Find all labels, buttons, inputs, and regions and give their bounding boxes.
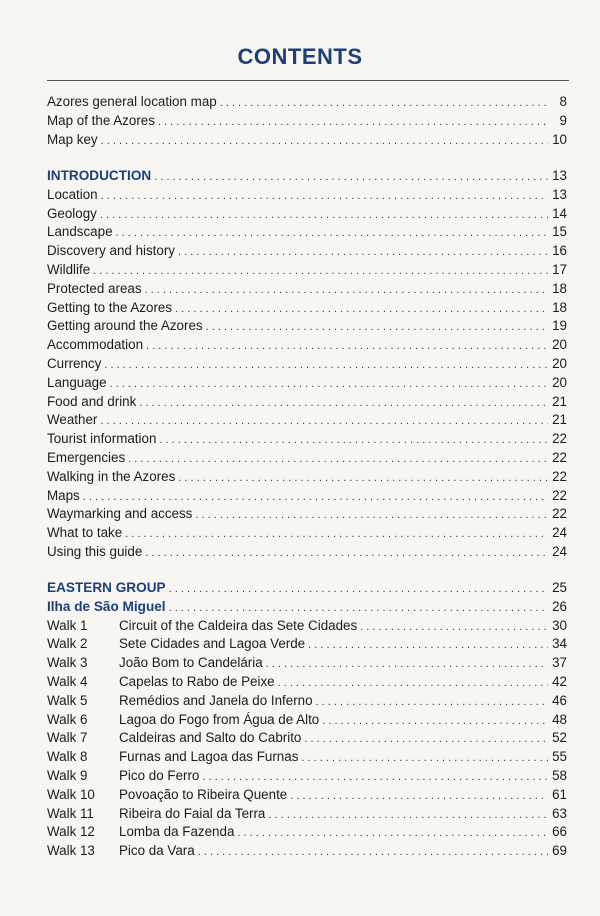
toc-page-number: 9 [559, 112, 567, 128]
walk-entry[interactable] [47, 653, 567, 672]
toc-entry[interactable] [47, 279, 567, 298]
toc-entry[interactable] [47, 222, 567, 241]
toc-page-number: 8 [559, 94, 567, 109]
walk-entry[interactable] [47, 691, 567, 710]
walk-entry[interactable] [47, 766, 567, 785]
toc-page-number: 66 [552, 824, 567, 840]
toc-entry-title [47, 672, 275, 691]
walk-entry[interactable] [47, 710, 567, 729]
toc-entry-title [47, 185, 98, 204]
toc-page-number: 61 [552, 786, 567, 802]
toc-page-number: 30 [552, 617, 567, 633]
toc-page-number: 19 [552, 318, 567, 334]
toc-entry[interactable] [47, 467, 567, 486]
toc-entry-text: Geology [47, 205, 97, 221]
toc-entry-title [47, 523, 122, 542]
toc-entry[interactable] [47, 542, 567, 561]
toc-entry[interactable] [47, 185, 567, 204]
toc-entry-text: Wildlife [47, 262, 91, 277]
dot-leader [145, 544, 548, 563]
toc-entry-title [47, 316, 203, 335]
toc-entry-title [47, 166, 151, 185]
toc-entry-title [47, 392, 136, 411]
section-heading-eastern-group[interactable] [47, 578, 567, 597]
toc-entry[interactable] [47, 335, 567, 354]
walk-entry[interactable] [47, 841, 567, 860]
subsection-heading-sao-miguel[interactable] [47, 597, 567, 616]
toc-entry-text: Using this guide [47, 544, 143, 559]
toc-entry-text: Waymarking and access [47, 506, 193, 522]
toc-entry[interactable] [47, 260, 567, 279]
toc-entry-title [47, 597, 166, 616]
section-heading-introduction[interactable] [47, 166, 567, 185]
toc-entry-title [47, 448, 125, 467]
toc-entry[interactable] [47, 448, 567, 467]
toc-page-number: 20 [552, 374, 567, 390]
walk-entry[interactable] [47, 785, 567, 804]
toc-page-number: 63 [552, 805, 567, 821]
toc-page-number: 14 [552, 205, 567, 221]
walk-number: Walk 12 [47, 824, 95, 840]
toc-entry-title [47, 691, 313, 710]
dot-leader [101, 132, 548, 151]
toc-entry[interactable] [47, 241, 567, 260]
toc-entry[interactable] [47, 316, 567, 335]
page-title: CONTENTS [237, 44, 363, 69]
walk-number: Walk 2 [47, 636, 88, 652]
toc-entry-title [47, 429, 156, 448]
walk-number: Walk 3 [47, 655, 88, 671]
walk-number: Walk 8 [47, 749, 88, 765]
toc-entry-title [47, 354, 101, 373]
toc-entry[interactable] [47, 92, 567, 111]
toc-entry[interactable] [47, 504, 567, 523]
toc-entry[interactable] [47, 204, 567, 223]
toc-page-number: 13 [552, 168, 567, 183]
toc-entry-text: Circuit of the Caldeira das Sete Cidades [119, 617, 358, 633]
toc-page-number: 20 [552, 337, 567, 353]
toc-entry-text: Ilha de São Miguel [47, 598, 166, 614]
toc-page-number: 18 [552, 299, 567, 315]
toc-entry-title [47, 111, 155, 130]
toc-page-number: 20 [552, 356, 567, 371]
toc-entry-text: Getting to the Azores [47, 299, 173, 315]
toc-entry-text: Pico da Vara [119, 843, 195, 859]
toc-page-number: 13 [552, 186, 567, 202]
walk-entry[interactable] [47, 728, 567, 747]
toc-entry-title [47, 710, 319, 729]
toc-entry-text: Weather [47, 412, 98, 428]
toc-page-number: 18 [552, 280, 567, 296]
toc-entry-title [47, 335, 143, 354]
toc-entry-title [47, 785, 287, 804]
toc-entry[interactable] [47, 298, 567, 317]
toc-entry-text: INTRODUCTION [47, 168, 152, 183]
toc-entry[interactable] [47, 354, 567, 373]
toc-entry-text: Discovery and history [47, 243, 176, 259]
toc-entry-text: Accommodation [47, 337, 144, 353]
toc-entry-text: Emergencies [47, 450, 126, 465]
toc-entry-text: Map of the Azores [47, 112, 155, 128]
toc-page-number: 52 [552, 730, 567, 746]
toc-entry-text: Location [47, 186, 98, 202]
toc-entry-title [47, 298, 172, 317]
toc-page-number: 24 [552, 525, 567, 541]
toc-entry-text: Walking in the Azores [47, 468, 176, 484]
toc-page-number: 22 [552, 468, 567, 484]
toc-entry-text: Capelas to Rabo de Peixe [119, 674, 275, 689]
walk-number: Walk 4 [47, 674, 88, 689]
walk-number: Walk 1 [47, 617, 88, 633]
dot-leader [198, 843, 548, 862]
toc-entry-title [47, 804, 265, 823]
toc-entry-text: Protected areas [47, 280, 142, 296]
toc-page-number: 55 [552, 749, 567, 765]
toc-entry-title [47, 728, 301, 747]
toc-entry-title [47, 410, 97, 429]
walk-entry[interactable] [47, 634, 567, 653]
toc-entry-text: Caldeiras and Salto do Cabrito [119, 730, 302, 746]
toc-entry-text: Getting around the Azores [47, 318, 203, 334]
toc-entry-text: Sete Cidades and Lagoa Verde [119, 636, 306, 652]
toc-entry-title [47, 241, 175, 260]
toc-page-number: 26 [552, 598, 567, 614]
toc-entry-title [47, 616, 357, 635]
toc-entry-text: Lomba da Fazenda [119, 824, 235, 840]
toc-entry-title [47, 747, 298, 766]
walk-entry[interactable] [47, 672, 567, 691]
walk-entry[interactable] [47, 804, 567, 823]
toc-entry-title [47, 92, 217, 111]
toc-page-number: 22 [552, 506, 567, 522]
toc-entry-text: Language [47, 374, 107, 390]
toc-entry[interactable] [47, 392, 567, 411]
toc-entry-text: Azores general location map [47, 94, 217, 109]
toc-entry-title [47, 260, 90, 279]
toc-entry-text: Currency [47, 356, 102, 371]
toc-page-number: 34 [552, 636, 567, 652]
toc-page-number: 58 [552, 768, 567, 783]
toc-entry[interactable] [47, 111, 567, 130]
walk-number: Walk 13 [47, 843, 95, 859]
toc-entry-text: What to take [47, 525, 123, 541]
toc-page-number: 69 [552, 843, 567, 859]
toc-page-number: 22 [552, 431, 567, 447]
walk-number: Walk 10 [47, 786, 95, 802]
walk-entry[interactable] [47, 822, 567, 841]
walk-entry[interactable] [47, 747, 567, 766]
toc-entry-title [47, 467, 175, 486]
toc-page-number: 46 [552, 692, 567, 708]
toc-page-number: 22 [552, 487, 567, 503]
toc-entry[interactable] [47, 523, 567, 542]
toc-page-number: 17 [552, 262, 567, 277]
toc-page-number: 42 [552, 674, 567, 689]
toc-entry[interactable] [47, 373, 567, 392]
toc-entry-title [47, 130, 98, 149]
toc-entry-title [47, 653, 263, 672]
toc-entry-title [47, 504, 192, 523]
toc-entry-title [47, 542, 142, 561]
toc-entry-text: Map key [47, 131, 98, 147]
toc-entry[interactable] [47, 410, 567, 429]
toc-entry-title [47, 222, 113, 241]
walk-entry[interactable] [47, 616, 567, 635]
toc-page-number: 25 [552, 580, 567, 595]
toc-entry-text: Maps [47, 487, 80, 503]
toc-entry-text: Lagoa do Fogo from Água de Alto [119, 711, 320, 727]
toc-page-number: 48 [552, 711, 567, 727]
toc-page-number: 15 [552, 224, 567, 240]
toc-page-number: 10 [552, 131, 567, 147]
toc-entry-text: Remédios and Janela do Inferno [119, 692, 313, 708]
walk-number: Walk 5 [47, 692, 88, 708]
toc-entry-title [47, 373, 107, 392]
toc-entry-title [47, 486, 80, 505]
toc-entry-title [47, 279, 142, 298]
toc-entry-text: Ribeira do Faial da Terra [119, 805, 266, 821]
toc-entry-title [47, 822, 234, 841]
walk-number: Walk 7 [47, 730, 88, 746]
walk-number: Walk 9 [47, 768, 88, 783]
toc-entry-text: Povoação to Ribeira Quente [119, 786, 288, 802]
toc-entry[interactable] [47, 486, 567, 505]
toc-entry-text: Furnas and Lagoa das Furnas [119, 749, 299, 765]
toc-page-number: 16 [552, 243, 567, 259]
toc-entry-text: Tourist information [47, 431, 157, 447]
toc-entry-title [47, 766, 199, 785]
toc-page-number: 22 [552, 450, 567, 465]
toc-entry-text: Pico do Ferro [119, 768, 200, 783]
toc-entry-title [47, 578, 166, 597]
walk-number: Walk 6 [47, 711, 88, 727]
toc-entry-text: EASTERN GROUP [47, 580, 166, 595]
toc-entry[interactable] [47, 130, 567, 149]
toc-page-number: 21 [552, 393, 567, 409]
walk-number: Walk 11 [47, 805, 94, 821]
toc-entry-text: João Bom to Candelária [119, 655, 263, 671]
toc-entry-title [47, 204, 97, 223]
toc-entry-text: Food and drink [47, 393, 137, 409]
toc-page-number: 24 [552, 544, 567, 559]
toc-entry-title [47, 634, 305, 653]
toc-entry-text: Landscape [47, 224, 113, 240]
title-rule [47, 80, 569, 81]
toc-page-number: 37 [552, 655, 567, 671]
toc-entry-title [47, 841, 195, 860]
toc-page-number: 21 [552, 412, 567, 428]
toc-entry[interactable] [47, 429, 567, 448]
